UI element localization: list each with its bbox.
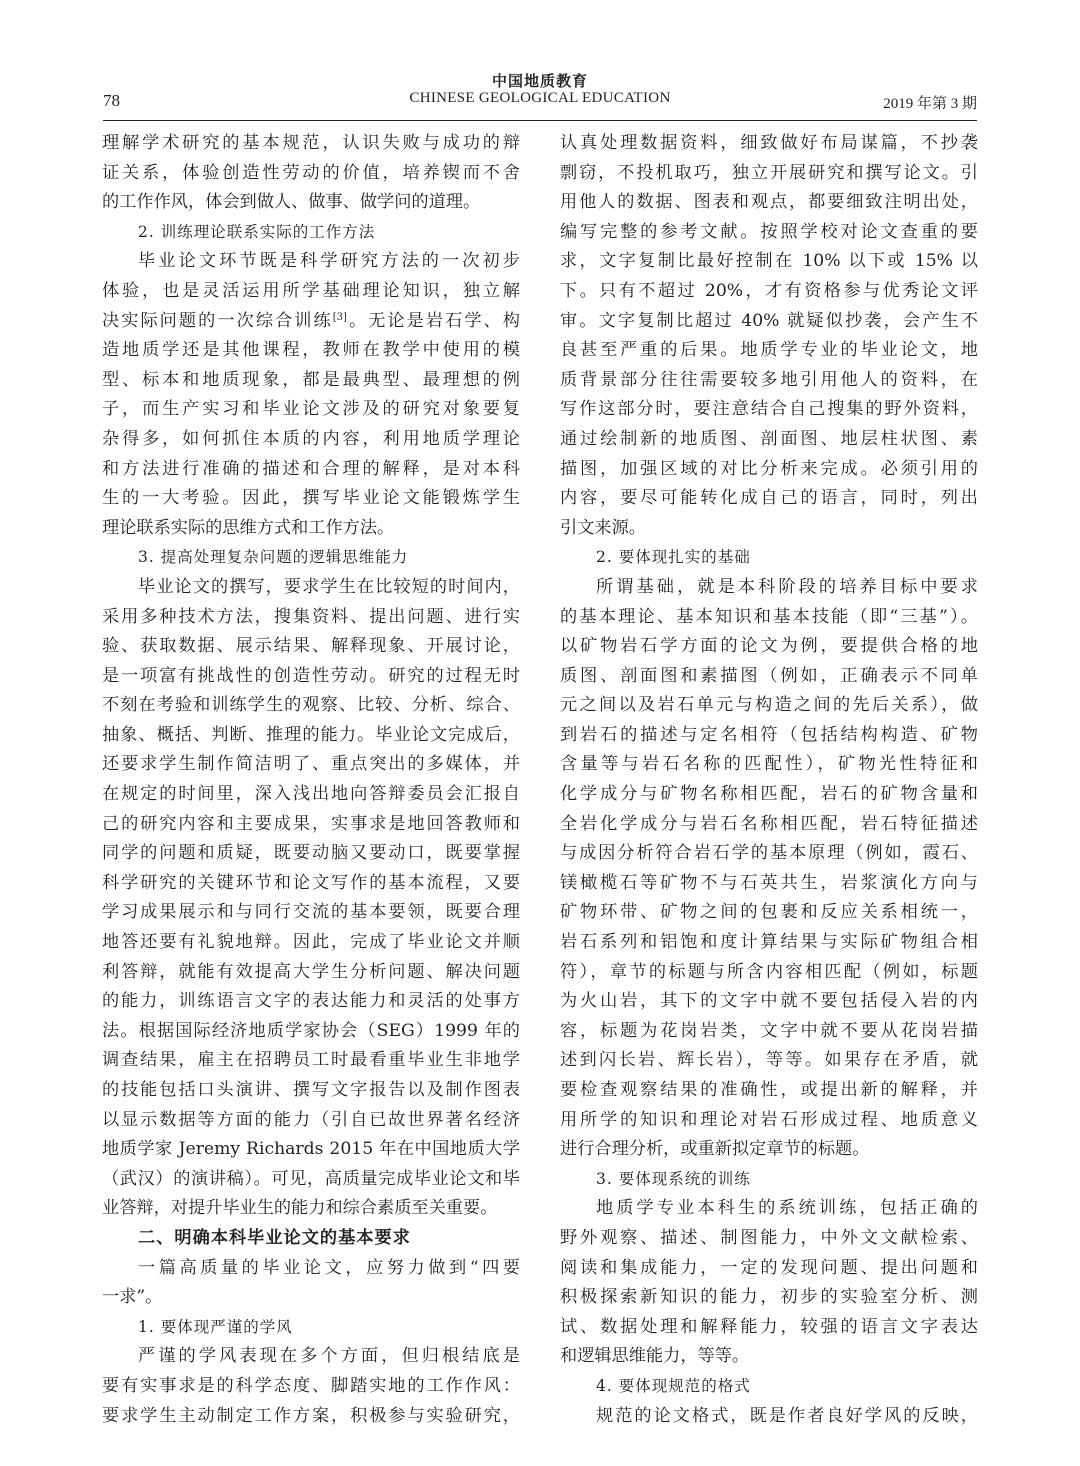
text-line: 符），章节的标题与所含内容相匹配（例如，标题 <box>560 961 978 982</box>
text-line: 质背景部分往往需要较多地引用他人的资料，在 <box>560 369 978 390</box>
text-line: 容，标题为花岗岩类，文字中就不要从花岗岩描 <box>560 1020 978 1041</box>
text-line: 化学成分与矿物名称相匹配，岩石的矿物含量和 <box>560 784 978 805</box>
text-line: 良甚至严重的后果。地质学专业的毕业论文，地 <box>560 340 978 361</box>
text-line: 求，文字复制比最好控制在 10% 以下或 15% 以 <box>560 251 978 272</box>
text-line: 同学的问题和质疑，既要动脑又要动口，既要掌握 <box>102 843 520 864</box>
text-line: 理解学术研究的基本规范，认识失败与成功的辩 <box>102 133 520 153</box>
text-line: 内容，要尽可能转化成自己的语言，同时，列出 <box>560 488 978 509</box>
text-line: 引文来源。 <box>560 517 646 538</box>
text-line: 抽象、概括、判断、推理的能力。毕业论文完成后， <box>102 724 520 745</box>
text-line: 进行合理分析，或重新拟定章节的标题。 <box>560 1139 870 1160</box>
subsection-heading: 3. 要体现系统的训练 <box>596 1169 751 1188</box>
text-line: 学习成果展示和与同行交流的基本要领，既要合理 <box>102 902 520 923</box>
journal-title-chinese: 中国地质教育 <box>491 72 588 90</box>
text-line: 规范的论文格式，既是作者良好学风的反映， <box>596 1405 978 1426</box>
text-line: 法。根据国际经济地质学家协会（SEG）1999 年的 <box>102 1020 520 1041</box>
text-line: 地答还要有礼貌地辩。因此，完成了毕业论文并顺 <box>102 932 520 953</box>
right-column <box>560 129 978 1431</box>
text-line: 的工作作风，体会到做人、做事、做学问的道理。 <box>102 192 481 213</box>
text-line: 剽窃，不投机取巧，独立开展研究和撰写论文。引 <box>560 162 978 183</box>
subsection-heading: 2. 训练理论联系实际的工作方法 <box>138 222 376 241</box>
text-line: 调查结果，雇主在招聘员工时最看重毕业生非地学 <box>102 1050 520 1071</box>
text-line: 用他人的数据、图表和观点，都要细致注明出处， <box>560 192 978 213</box>
text-line: 所谓基础，就是本科阶段的培养目标中要求 <box>596 576 978 597</box>
text-line: 质图、剖面图和素描图（例如，正确表示不同单 <box>560 665 978 686</box>
text-line: 岩石系列和铝饱和度计算结果与实际矿物组合相 <box>560 932 978 953</box>
text-line: 野外观察、描述、制图能力，中外文文献检索、 <box>560 1227 978 1248</box>
page-number: 78 <box>103 91 120 110</box>
text-line: 述到闪长岩、辉长岩），等等。如果存在矛盾，就 <box>560 1050 978 1071</box>
citation-marker: [3] <box>332 311 347 323</box>
text-line: 验、获取数据、展示结果、解释现象、开展讨论， <box>102 636 520 657</box>
text-line: 含量等与岩石名称的匹配性），矿物光性特征和 <box>560 754 978 775</box>
text-line: 毕业论文的撰写，要求学生在比较短的时间内， <box>138 576 520 597</box>
text-line: 和逻辑思维能力，等等。 <box>560 1346 750 1367</box>
text-line <box>102 307 520 337</box>
text-line: 的基本理论、基本知识和基本技能（即“三基”）。 <box>560 606 978 627</box>
text-line: 一篇高质量的毕业论文，应努力做到“四要 <box>138 1257 520 1278</box>
text-line: 证关系，体验创造性劳动的价值，培养锲而不舍 <box>102 162 520 183</box>
text-line: 体验，也是灵活运用所学基础理论知识，独立解 <box>102 280 520 301</box>
text-line: 严谨的学风表现在多个方面，但归根结底是 <box>138 1346 520 1367</box>
text-line: 要求学生主动制定工作方案，积极参与实验研究， <box>102 1405 520 1426</box>
text-line: 科学研究的关键环节和论文写作的基本流程，又要 <box>102 872 520 893</box>
text-line: 以显示数据等方面的能力（引自已故世界著名经济 <box>102 1109 520 1130</box>
text-line: 己的研究内容和主要成果，实事求是地回答教师和 <box>102 813 520 834</box>
text-line: 全岩化学成分与岩石名称相匹配，岩石特征描述 <box>560 813 978 834</box>
text-line: 和方法进行准确的描述和合理的解释，是对本科 <box>102 458 520 479</box>
section-heading: 二、明确本科毕业论文的基本要求 <box>138 1227 411 1248</box>
subsection-heading: 4. 要体现规范的格式 <box>596 1376 751 1395</box>
text-line: 造地质学还是其他课程，教师在教学中使用的模 <box>102 340 520 361</box>
text-line: 用所学的知识和理论对岩石形成过程、地质意义 <box>560 1109 978 1130</box>
text-line: 矿物环带、矿物之间的包裹和反应关系相统一， <box>560 902 978 923</box>
subsection-heading: 3. 提高处理复杂问题的逻辑思维能力 <box>138 548 409 567</box>
text-line: 杂得多，如何抓住本质的内容，利用地质学理论 <box>102 428 520 449</box>
text-line: 镁橄榄石等矿物不与石英共生，岩浆演化方向与 <box>560 872 978 893</box>
text-line: 审。文字复制比超过 40% 就疑似抄袭，会产生不 <box>560 310 978 331</box>
text-line: 毕业论文环节既是科学研究方法的一次初步 <box>138 251 520 272</box>
text-line: 要有实事求是的科学态度、脚踏实地的工作作风： <box>102 1375 520 1396</box>
text-line: 采用多种技术方法，搜集资料、提出问题、进行实 <box>102 606 520 627</box>
text-line: 在规定的时间里，深入浅出地向答辩委员会汇报自 <box>102 784 520 805</box>
subsection-heading: 2. 要体现扎实的基础 <box>596 548 751 567</box>
text-line: 理论联系实际的思维方式和工作方法。 <box>102 517 395 538</box>
text-line: 认真处理数据资料，细致做好布局谋篇，不抄袭 <box>560 133 978 153</box>
text-line: 为火山岩，其下的文字中就不要包括侵入岩的内 <box>560 991 978 1012</box>
text-line: 型、标本和地质现象，都是最典型、最理想的例 <box>102 369 520 390</box>
text-segment: 。无论是岩石学、构 <box>346 310 520 331</box>
text-line: 地质学家 Jeremy Richards 2015 年在中国地质大学 <box>102 1139 520 1160</box>
text-line: 业答辩，对提升毕业生的能力和综合素质至关重要。 <box>102 1198 498 1219</box>
text-line: 通过绘制新的地质图、剖面图、地层柱状图、素 <box>560 428 978 449</box>
text-line: 编写完整的参考文献。按照学校对论文查重的要 <box>560 221 978 242</box>
text-line: 一求”。 <box>102 1287 163 1308</box>
issue-label: 2019 年第 3 期 <box>883 96 977 112</box>
text-line: 写作这部分时，要注意结合自己搜集的野外资料， <box>560 399 978 420</box>
text-line: 利答辩，就能有效提高大学生分析问题、解决问题 <box>102 961 520 982</box>
text-line: 子，而生产实习和毕业论文涉及的研究对象要复 <box>102 399 520 420</box>
text-line: 是一项富有挑战性的创造性劳动。研究的过程无时 <box>102 665 520 686</box>
text-line: （武汉）的演讲稿）。可见，高质量完成毕业论文和毕 <box>102 1168 520 1189</box>
text-line: 要检查观察结果的准确性，或提出新的解释，并 <box>560 1080 978 1100</box>
text-line: 不刻在考验和训练学生的观察、比较、分析、综合、 <box>102 695 520 716</box>
text-line: 还要求学生制作简洁明了、重点突出的多媒体，并 <box>102 754 520 775</box>
text-line: 与成因分析符合岩石学的基本原理（例如，霞石、 <box>560 843 978 864</box>
text-line: 描图，加强区域的对比分析来完成。必须引用的 <box>560 458 978 479</box>
text-line: 到岩石的描述与定名相符（包括结构构造、矿物 <box>560 724 978 745</box>
text-line: 阅读和集成能力，一定的发现问题、提出问题和 <box>560 1257 978 1278</box>
subsection-heading: 1. 要体现严谨的学风 <box>138 1317 293 1336</box>
text-line: 地质学专业本科生的系统训练，包括正确的 <box>596 1198 978 1219</box>
text-line: 的能力，训练语言文字的表达能力和灵活的处事方 <box>102 991 520 1012</box>
text-segment: 决实际问题的一次综合训练 <box>102 310 333 331</box>
journal-title-english: CHINESE GEOLOGICAL EDUCATION <box>409 90 671 106</box>
text-line: 试、数据处理和解释能力，较强的语言文字表达 <box>560 1316 978 1337</box>
left-column <box>102 129 520 1431</box>
text-line: 的技能包括口头演讲、撰写文字报告以及制作图表 <box>102 1080 520 1100</box>
text-line: 元之间以及岩石单元与构造之间的先后关系），做 <box>560 695 978 716</box>
text-line: 下。只有不超过 20%，才有资格参与优秀论文评 <box>560 280 978 301</box>
text-line: 积极探索新知识的能力，初步的实验室分析、测 <box>560 1287 978 1308</box>
text-line: 生的一大考验。因此，撰写毕业论文能锻炼学生 <box>102 488 520 509</box>
text-line: 以矿物岩石学方面的论文为例，要提供合格的地 <box>560 636 978 657</box>
header-rule <box>103 120 977 121</box>
